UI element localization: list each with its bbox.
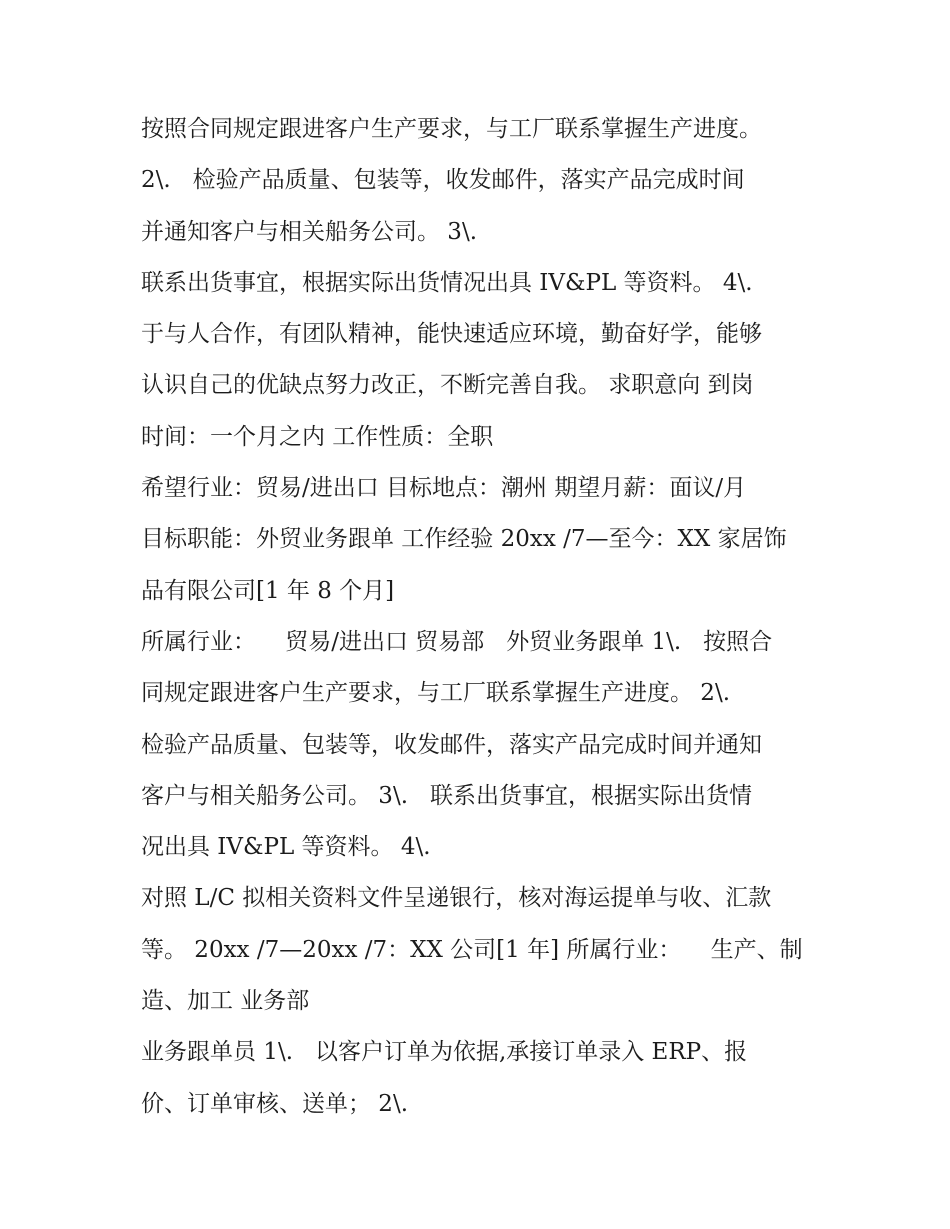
- text-line: 联系出货事宜，根据实际出货情况出具 IV&PL 等资料。 4\.: [141, 269, 753, 296]
- text-line: 况出具 IV&PL 等资料。 4\.: [141, 834, 431, 861]
- text-line: 价、订单审核、送单； 2\.: [141, 1090, 409, 1117]
- text-line: 按照合同规定跟进客户生产要求，与工厂联系掌握生产进度。: [141, 116, 762, 142]
- text-line: 品有限公司[1 年 8 个月]: [141, 577, 395, 604]
- text-line: 对照 L/C 拟相关资料文件呈递银行，核对海运提单与收、汇款: [141, 885, 772, 912]
- text-line: 等。 20xx /7—20xx /7：XX 公司[1 年] 所属行业： 生产、制: [141, 936, 803, 963]
- text-line: 检验产品质量、包装等，收发邮件，落实产品完成时间并通知: [141, 731, 762, 758]
- text-line: 认识自己的优缺点努力改正，不断完善自我。 求职意向 到岗: [141, 372, 754, 399]
- text-line: 客户与相关船务公司。 3\. 联系出货事宜，根据实际出货情: [141, 782, 752, 809]
- text-line: 2\. 检验产品质量、包装等，收发邮件，落实产品完成时间: [141, 167, 745, 194]
- text-line: 同规定跟进客户生产要求，与工厂联系掌握生产进度。 2\.: [141, 680, 731, 707]
- text-line: 目标职能：外贸业务跟单 工作经验 20xx /7—至今：XX 家居饰: [141, 526, 787, 553]
- text-line: 希望行业：贸易/进出口 目标地点：潮州 期望月薪：面议/月: [141, 475, 747, 502]
- text-line: 业务跟单员 1\. 以客户订单为依据,承接订单录入 ERP、报: [141, 1039, 748, 1066]
- resume-text-block: [141, 104, 831, 1130]
- text-line: 于与人合作，有团队精神，能快速适应环境，勤奋好学，能够: [141, 321, 762, 348]
- text-line: 造、加工 业务部: [141, 988, 310, 1015]
- text-line: 并通知客户与相关船务公司。 3\.: [141, 218, 478, 245]
- text-line: 时间：一个月之内 工作性质：全职: [141, 423, 494, 450]
- text-line: 所属行业： 贸易/进出口 贸易部 外贸业务跟单 1\. 按照合: [141, 628, 773, 655]
